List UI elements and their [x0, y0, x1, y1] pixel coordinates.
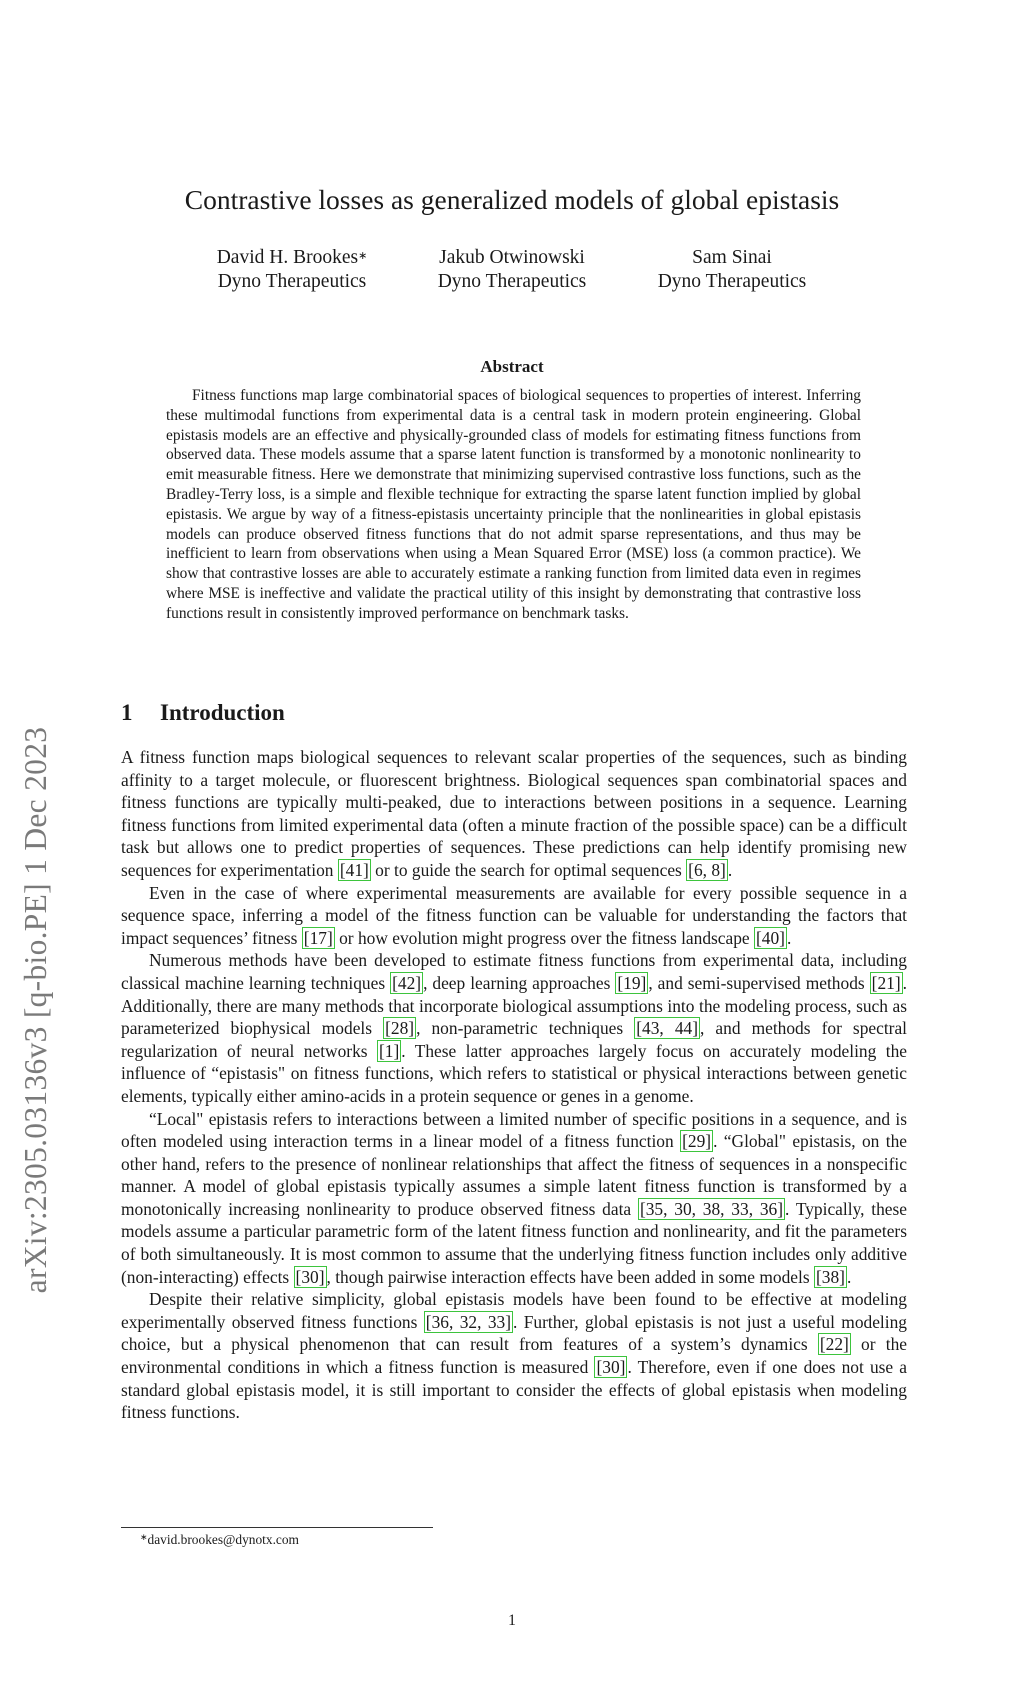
- paragraph-text: or how evolution might progress over the fitness landscape: [334, 927, 754, 948]
- citation-link[interactable]: [38]: [815, 1266, 845, 1287]
- paragraph-text: , deep learning approaches: [423, 972, 616, 993]
- paragraph-text: . “Global" epistasis, on the other hand, refers to the presence of nonlinear relationships that affect the fitness of sequences in a nonspecific manner. A model of global epistasis typically assumes a simple latent fitness function is transformed by a monotonically increasing nonlinearity to produce observed fitness data: [121, 1131, 907, 1219]
- paragraph-text: , and methods for spectral regularization of neural networks: [121, 1018, 908, 1061]
- paragraph-text: or the environmental conditions in which a fitness function is measured: [121, 1334, 907, 1378]
- author-affiliation: Dyno Therapeutics: [657, 271, 807, 292]
- page-number: 1: [508, 1612, 516, 1629]
- author-affiliation: Dyno Therapeutics: [437, 271, 587, 292]
- citation-link[interactable]: [30]: [596, 1357, 626, 1378]
- citation-link[interactable]: [29]: [682, 1131, 712, 1152]
- citation-link[interactable]: [17]: [303, 927, 333, 948]
- citation-link[interactable]: [30]: [295, 1266, 325, 1287]
- footnote: [140, 1532, 299, 1548]
- section-heading: [121, 700, 285, 726]
- citation-link[interactable]: [40]: [755, 927, 785, 948]
- paragraph-text: , though pairwise interaction effects have been added in some models: [326, 1266, 814, 1287]
- footnote-divider: [121, 1527, 433, 1528]
- abstract-text: Fitness functions map large combinatorial spaces of biological sequences to properties of interest. Inferring these multimodal functions from experimental data is a central task in modern protein engineering. Global epistasis models are an effective and physically-grounded class of models for estimating fitness functions from observed data. These models assume that a sparse latent function is transformed by a monotonic nonlinearity to emit measurable fitness. Here we demonstrate that minimizing supervised contrastive loss functions, such as the Bradley-Terry loss, is a simple and flexible technique for extracting the sparse latent function implied by global epistasis. We argue by way of a fitness-epistasis uncertainty principle that the nonlinearities in global epistasis models can produce observed fitness functions that do not admit sparse representations, and thus may be inefficient to learn from observations when using a Mean Squared Error (MSE) loss (a common practice). We show that contrastive losses are able to accurately estimate a ranking function from limited data even in regimes where MSE is ineffective and validate the practical utility of this insight by demonstrating that contrastive loss functions result in consistently improved performance on benchmark tasks.: [166, 387, 861, 622]
- abstract-heading: Abstract: [480, 357, 544, 376]
- body-paragraph: [121, 1108, 907, 1289]
- paragraph-text: .: [727, 859, 733, 880]
- citation-link[interactable]: [35, 30, 38, 33, 36]: [639, 1198, 784, 1219]
- author-affiliation: Dyno Therapeutics: [217, 271, 367, 292]
- section-body: [121, 746, 907, 1424]
- body-paragraph: [121, 882, 907, 950]
- paragraph-text: “Local" epistasis refers to interactions between a limited number of specific positions in a sequence, and is often modeled using interaction terms in a linear model of a fitness function: [121, 1108, 907, 1152]
- author-name: David H. Brookes: [216, 247, 359, 268]
- citation-link[interactable]: [28]: [385, 1018, 415, 1039]
- body-paragraph: [121, 949, 907, 1107]
- arxiv-sidebar: [6, 680, 66, 1340]
- author-name: Jakub Otwinowski: [439, 247, 585, 268]
- author-block: [637, 246, 827, 294]
- author-list: [0, 246, 1024, 294]
- paragraph-text: . Typically, these models assume a particular parametric form of the latent fitness function and nonlinearity, and fit the parameters of both simultaneously. It is most common to assume that the underlying fitness function includes only additive (non-interacting) effects: [121, 1198, 907, 1287]
- citation-link[interactable]: [21]: [871, 972, 901, 993]
- body-paragraph: [121, 1288, 907, 1424]
- paragraph-text: Despite their relative simplicity, global epistasis models have been found to be effective at modeling experimentally observed fitness functions: [121, 1289, 907, 1332]
- footnote-mark: ∗: [140, 1532, 148, 1542]
- paragraph-text: .: [846, 1266, 852, 1287]
- citation-link[interactable]: [43, 44]: [636, 1018, 698, 1039]
- footnote-mark: ∗: [358, 250, 368, 262]
- section-title: Introduction: [160, 700, 285, 725]
- author-block: [197, 246, 387, 294]
- paragraph-text: A fitness function maps biological sequences to relevant scalar properties of the sequences, such as binding affinity to a target molecule, or fluorescent brightness. Biological sequences span combinatorial spaces and fitness functions are typically multi-peaked, due to interactions between positions in a sequence. Learning fitness functions from limited experimental data (often a minute fraction of the possible space) can be a difficult task but allows one to predict properties of sequences. These predictions can help identify promising new sequences for experimentation: [121, 747, 907, 880]
- citation-link[interactable]: [1]: [378, 1040, 400, 1061]
- paragraph-text: Numerous methods have been developed to estimate fitness functions from experimental data, including classical machine learning techniques: [121, 950, 907, 993]
- paper-title: Contrastive losses as generalized models of global epistasis: [184, 184, 840, 215]
- author-block: [417, 246, 607, 294]
- paragraph-text: , and semi-supervised methods: [648, 972, 870, 993]
- citation-link[interactable]: [41]: [339, 859, 369, 880]
- citation-link[interactable]: [6, 8]: [688, 859, 726, 880]
- citation-link[interactable]: [19]: [617, 972, 647, 993]
- paragraph-text: . These latter approaches largely focus on accurately modeling the influence of “epistasis" on fitness functions, which refers to statistical or physical interactions between genetic elements, typically either amino-acids in a protein sequence or genes in a genome.: [121, 1040, 907, 1106]
- paragraph-text: Even in the case of where experimental measurements are available for every possible sequence in a sequence space, inferring a model of the fitness function can be valuable for understanding the factors that impact sequences’ fitness: [121, 882, 907, 948]
- body-paragraph: [121, 746, 907, 882]
- footnote-email: david.brookes@dynotx.com: [147, 1532, 299, 1547]
- author-name: Sam Sinai: [692, 247, 772, 268]
- arxiv-identifier: arXiv:2305.03136v3 [q-bio.PE] 1 Dec 2023: [18, 726, 53, 1294]
- citation-link[interactable]: [22]: [819, 1334, 849, 1355]
- citation-link[interactable]: [42]: [392, 972, 422, 993]
- paragraph-text: . Therefore, even if one does not use a standard global epistasis model, it is still important to consider the effects of global epistasis when modeling fitness functions.: [121, 1357, 907, 1423]
- paragraph-text: , non-parametric techniques: [416, 1018, 635, 1039]
- section-number: 1: [121, 700, 133, 725]
- paragraph-text: . Further, global epistasis is not just a useful modeling choice, but a physical phenomenon that can result from features of a system’s dynamics: [121, 1311, 907, 1355]
- paragraph-text: or to guide the search for optimal sequences: [370, 859, 687, 880]
- paragraph-text: . Additionally, there are many methods that incorporate biological assumptions into the modeling process, such as parameterized biophysical models: [121, 972, 907, 1039]
- paragraph-text: .: [786, 927, 792, 948]
- citation-link[interactable]: [36, 32, 33]: [425, 1311, 512, 1332]
